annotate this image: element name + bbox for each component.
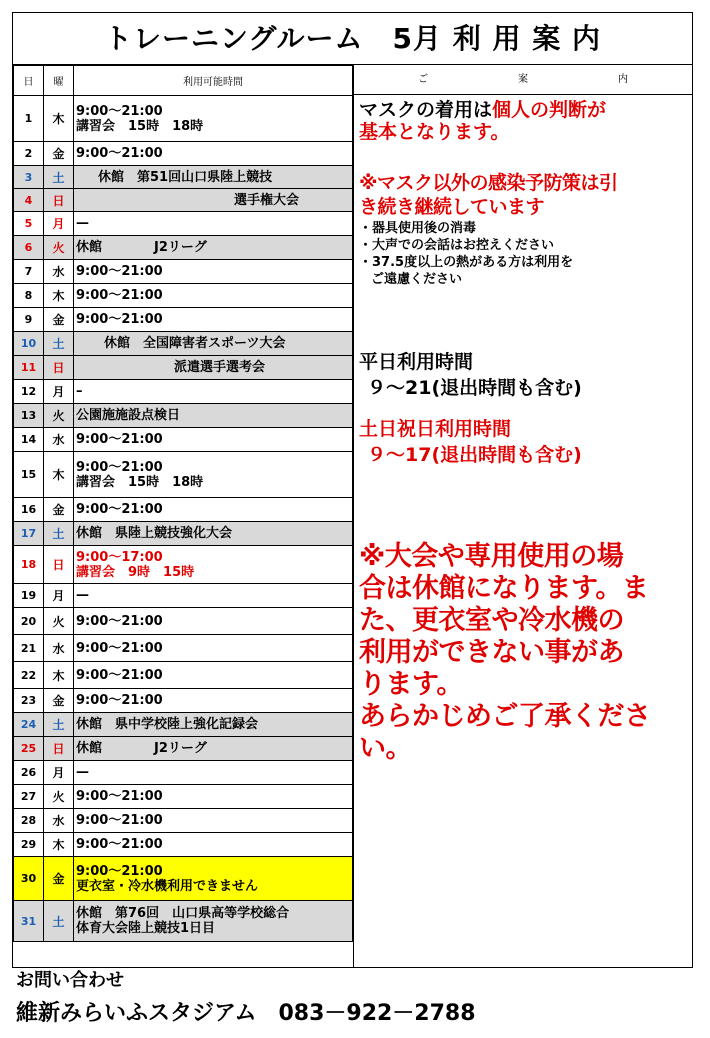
contact-label: お問い合わせ <box>16 970 124 991</box>
dow-cell: 金 <box>44 498 74 522</box>
hours-line: 9:00～21:00 <box>76 459 163 475</box>
day-cell: 30 <box>14 857 44 901</box>
dow-cell: 月 <box>44 212 74 236</box>
table-row <box>14 380 353 404</box>
day-cell: 29 <box>14 833 44 857</box>
table-row <box>14 785 353 809</box>
dow-cell: 土 <box>44 901 74 942</box>
dow-cell: 水 <box>44 809 74 833</box>
schedule-table <box>13 65 353 942</box>
mask-note-c: 基本となります。 <box>359 121 510 143</box>
hours-cell <box>74 452 353 498</box>
table-row <box>14 452 353 498</box>
dow-cell: 日 <box>44 737 74 761</box>
dow-cell: 月 <box>44 380 74 404</box>
closure-line: ※大会や専用使用の場 <box>359 541 624 572</box>
day-cell: 7 <box>14 260 44 284</box>
table-row <box>14 689 353 713</box>
day-cell: 21 <box>14 635 44 662</box>
day-cell: 26 <box>14 761 44 785</box>
closure-line: あらかじめご了承くださ <box>359 701 651 732</box>
hours-cell <box>74 96 353 142</box>
day-cell: 18 <box>14 546 44 584</box>
infection-line-1: ※マスク以外の感染予防策は引 <box>359 172 618 194</box>
day-cell: 19 <box>14 584 44 608</box>
hours-line: 9:00～21:00 <box>76 103 163 119</box>
dow-cell: 火 <box>44 785 74 809</box>
table-row <box>14 189 353 212</box>
dow-cell: 火 <box>44 608 74 635</box>
dow-cell: 火 <box>44 404 74 428</box>
dow-cell: 木 <box>44 452 74 498</box>
closure-notice <box>359 541 651 765</box>
dow-cell: 土 <box>44 332 74 356</box>
dow-cell: 水 <box>44 635 74 662</box>
dow-cell: 土 <box>44 166 74 189</box>
dow-cell: 日 <box>44 356 74 380</box>
table-row <box>14 809 353 833</box>
hours-cell <box>74 546 353 584</box>
precaution-item: ・器具使用後の消毒 <box>359 221 477 236</box>
table-row <box>14 96 353 142</box>
hours-line: 9:00～17:00 <box>76 549 163 565</box>
hours-cell <box>74 857 353 901</box>
page-title: トレーニングルーム 5月 利 用 案 内 <box>13 13 692 65</box>
table-row <box>14 236 353 260</box>
hours-cell: 派遣選手選考会 <box>74 356 353 380</box>
hours-cell: 選手権大会 <box>74 189 353 212</box>
day-cell: 11 <box>14 356 44 380</box>
table-row <box>14 584 353 608</box>
day-cell: 2 <box>14 142 44 166</box>
table-row <box>14 662 353 689</box>
hours-cell: — <box>74 584 353 608</box>
dow-cell: 木 <box>44 662 74 689</box>
table-row <box>14 901 353 942</box>
hours-cell: 休館 県中学校陸上強化記録会 <box>74 713 353 737</box>
closure-line: た、更衣室や冷水機の <box>359 605 624 636</box>
dow-cell: 金 <box>44 689 74 713</box>
table-row <box>14 737 353 761</box>
dow-cell: 土 <box>44 713 74 737</box>
dow-cell: 木 <box>44 833 74 857</box>
dow-cell: 木 <box>44 284 74 308</box>
closure-line: い。 <box>359 733 412 764</box>
table-row <box>14 356 353 380</box>
day-cell: 6 <box>14 236 44 260</box>
hours-cell: 9:00～21:00 <box>74 308 353 332</box>
dow-cell: 金 <box>44 142 74 166</box>
day-cell: 28 <box>14 809 44 833</box>
table-row <box>14 428 353 452</box>
table-header-row <box>14 66 353 96</box>
hours-line-2: 更衣室・冷水機利用できません <box>76 878 259 894</box>
day-cell: 13 <box>14 404 44 428</box>
hours-cell: 9:00～21:00 <box>74 635 353 662</box>
day-cell: 8 <box>14 284 44 308</box>
hours-line-2: 講習会 9時 15時 <box>76 564 195 580</box>
table-row <box>14 608 353 635</box>
hours-cell: 9:00～21:00 <box>74 428 353 452</box>
hours-cell: 休館 第51回山口県陸上競技 <box>74 166 353 189</box>
weekday-title: 平日利用時間 <box>359 351 474 373</box>
header-hours: 利用可能時間 <box>74 66 353 96</box>
dow-cell: 土 <box>44 522 74 546</box>
guide-header: ご 案 内 <box>354 65 692 95</box>
hours-cell: 9:00～21:00 <box>74 142 353 166</box>
dow-cell: 金 <box>44 857 74 901</box>
day-cell: 1 <box>14 96 44 142</box>
hours-cell: 9:00～21:00 <box>74 608 353 635</box>
table-row <box>14 166 353 189</box>
table-row <box>14 284 353 308</box>
table-row <box>14 857 353 901</box>
day-cell: 17 <box>14 522 44 546</box>
table-row <box>14 142 353 166</box>
weekday-hours-note <box>359 349 582 401</box>
day-cell: 16 <box>14 498 44 522</box>
day-cell: 10 <box>14 332 44 356</box>
mask-note-b: 個人の判断が <box>492 99 607 121</box>
day-cell: 12 <box>14 380 44 404</box>
closure-line: 合は休館になります。ま <box>359 573 649 604</box>
hours-cell: 公園施施設点検日 <box>74 404 353 428</box>
dow-cell: 火 <box>44 236 74 260</box>
day-cell: 27 <box>14 785 44 809</box>
dow-cell: 金 <box>44 308 74 332</box>
hours-cell: 休館 J2リーグ <box>74 737 353 761</box>
hours-cell: — <box>74 761 353 785</box>
weekend-hours: ９～17(退出時間も含む) <box>367 444 582 466</box>
hours-cell: 9:00～21:00 <box>74 260 353 284</box>
hours-cell: 9:00～21:00 <box>74 689 353 713</box>
dow-cell: 木 <box>44 96 74 142</box>
infection-line-2: き続き継続しています <box>359 196 545 218</box>
weekend-hours-note <box>359 416 582 468</box>
day-cell: 14 <box>14 428 44 452</box>
table-row <box>14 713 353 737</box>
day-cell: 25 <box>14 737 44 761</box>
hours-cell: – <box>74 380 353 404</box>
table-row <box>14 308 353 332</box>
hours-cell: 9:00～21:00 <box>74 498 353 522</box>
day-cell: 23 <box>14 689 44 713</box>
infection-note <box>359 171 617 219</box>
hours-cell: 9:00～21:00 <box>74 809 353 833</box>
contact-phone: 維新みらいふスタジアム 083－922－2788 <box>16 1001 476 1026</box>
dow-cell: 日 <box>44 546 74 584</box>
hours-line-2: 講習会 15時 18時 <box>76 118 204 134</box>
dow-cell: 水 <box>44 260 74 284</box>
table-row <box>14 522 353 546</box>
weekend-title: 土日祝日利用時間 <box>359 418 512 440</box>
schedule-sheet <box>12 12 693 968</box>
day-cell: 3 <box>14 166 44 189</box>
table-row <box>14 635 353 662</box>
day-cell: 5 <box>14 212 44 236</box>
hours-cell: 休館 J2リーグ <box>74 236 353 260</box>
hours-line: 9:00～21:00 <box>76 863 163 879</box>
table-row <box>14 260 353 284</box>
dow-cell: 月 <box>44 761 74 785</box>
hours-cell: 9:00～21:00 <box>74 662 353 689</box>
hours-line-2: 講習会 15時 18時 <box>76 474 204 490</box>
guide-column <box>353 65 692 967</box>
table-row <box>14 212 353 236</box>
day-cell: 9 <box>14 308 44 332</box>
dow-cell: 月 <box>44 584 74 608</box>
table-row <box>14 833 353 857</box>
precaution-item: ご遠慮ください <box>371 272 463 287</box>
table-row <box>14 761 353 785</box>
day-cell: 15 <box>14 452 44 498</box>
dow-cell: 水 <box>44 428 74 452</box>
hours-line-2: 体育大会陸上競技1日目 <box>76 921 216 936</box>
hours-cell: — <box>74 212 353 236</box>
closure-line: 利用ができない事があ <box>359 637 624 668</box>
day-cell: 31 <box>14 901 44 942</box>
hours-cell: 休館 全国障害者スポーツ大会 <box>74 332 353 356</box>
weekday-hours: ９～21(退出時間も含む) <box>367 377 582 399</box>
hours-line: 休館 第76回 山口県高等学校総合 <box>76 906 290 921</box>
hours-cell <box>74 901 353 942</box>
day-cell: 4 <box>14 189 44 212</box>
mask-note-a: マスクの着用は <box>359 99 493 121</box>
hours-cell: 休館 県陸上競技強化大会 <box>74 522 353 546</box>
day-cell: 22 <box>14 662 44 689</box>
hours-cell: 9:00～21:00 <box>74 833 353 857</box>
mask-note <box>359 99 606 143</box>
day-cell: 20 <box>14 608 44 635</box>
precaution-item: ・37.5度以上の熱がある方は利用を <box>359 255 574 270</box>
table-row <box>14 546 353 584</box>
dow-cell: 日 <box>44 189 74 212</box>
day-cell: 24 <box>14 713 44 737</box>
precaution-item: ・大声での会話はお控えください <box>359 238 555 253</box>
closure-line: ります。 <box>359 669 463 700</box>
table-row <box>14 498 353 522</box>
precaution-list <box>359 220 573 288</box>
hours-cell: 9:00～21:00 <box>74 785 353 809</box>
hours-cell: 9:00～21:00 <box>74 284 353 308</box>
table-row <box>14 332 353 356</box>
header-day: 日 <box>14 66 44 96</box>
table-row <box>14 404 353 428</box>
header-dow: 曜 <box>44 66 74 96</box>
